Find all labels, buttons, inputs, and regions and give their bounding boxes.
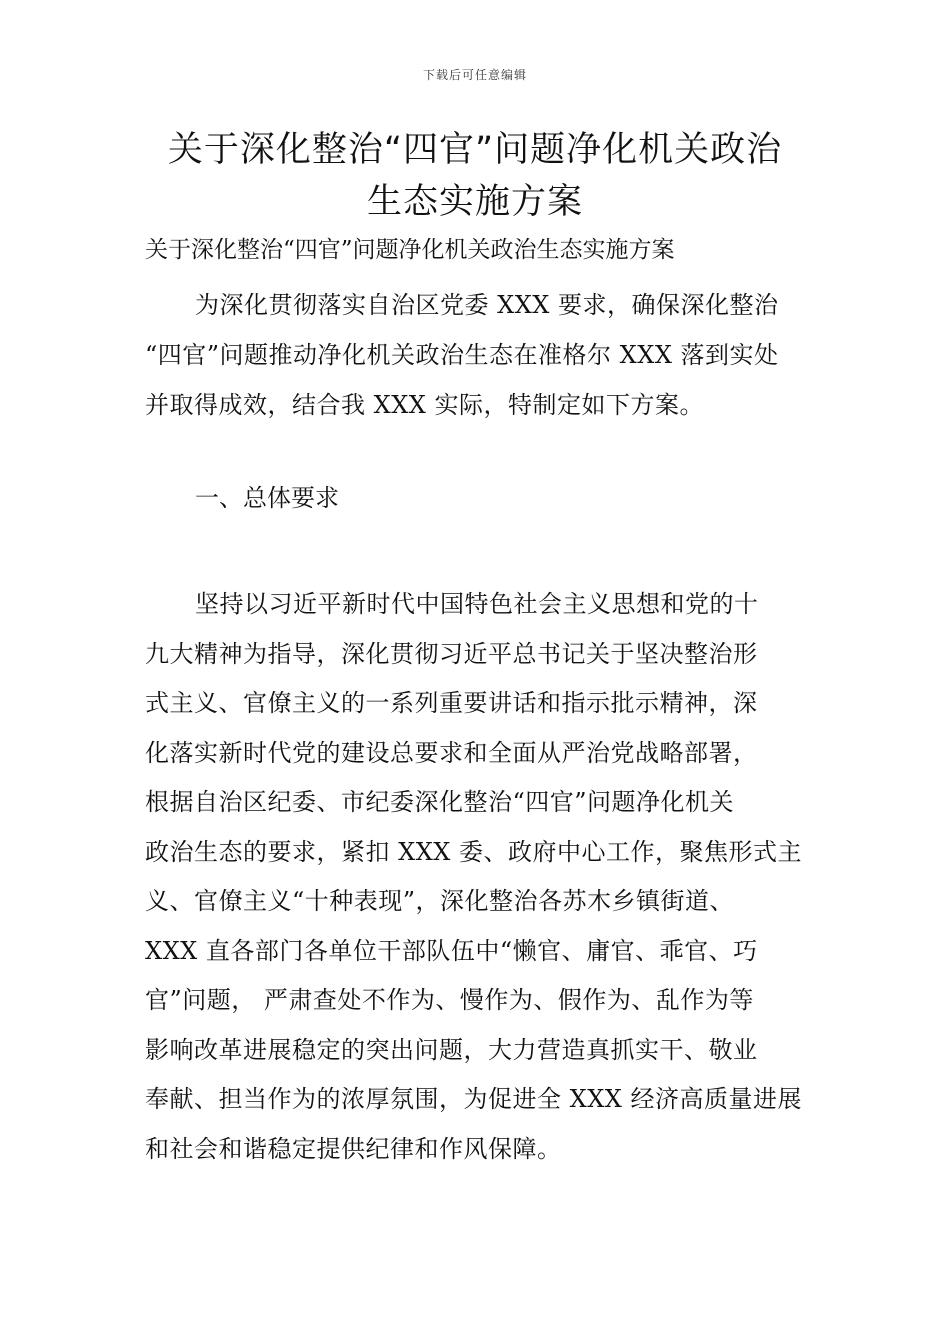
- header-note: 下载后可任意编辑: [422, 68, 527, 82]
- body-line: 政治生态的要求，紧扣 XXX 委、政府中心工作，聚焦形式主: [145, 837, 803, 866]
- body-line: 化落实新时代党的建设总要求和全面从严治党战略部署，: [145, 738, 758, 767]
- section-heading: 一、总体要求: [195, 484, 339, 512]
- body-line: 影响改革进展稳定的突出问题，大力营造真抓实干、敬业: [145, 1035, 758, 1064]
- body-line: 根据自治区纪委、市纪委深化整治“四官”问题净化机关: [145, 788, 735, 816]
- title-line-2: 生态实施方案: [366, 182, 583, 222]
- intro-line: 并取得成效，结合我 XXX 实际，特制定如下方案。: [145, 391, 705, 419]
- body-line: 和社会和谐稳定提供纪律和作风保障。: [145, 1134, 562, 1163]
- body-line: 九大精神为指导，深化贯彻习近平总书记关于坚决整治形: [145, 639, 758, 668]
- body-line: 式主义、官僚主义的一系列重要讲话和指示批示精神，深: [145, 689, 758, 717]
- document-title: [0, 124, 950, 228]
- body-line: 官”问题， 严肃查处不作为、慢作为、假作为、乱作为等: [145, 986, 754, 1014]
- body-line: 奉献、担当作为的浓厚氛围，为促进全 XXX 经济高质量进展: [145, 1085, 803, 1113]
- intro-line: 为深化贯彻落实自治区党委 XXX 要求，确保深化整治: [195, 291, 779, 319]
- body-line: XXX 直各部门各单位干部队伍中“懒官、庸官、乖官、巧: [145, 936, 758, 965]
- intro-line: “四官”问题推动净化机关政治生态在准格尔 XXX 落到实处: [145, 341, 779, 369]
- title-line-1: 关于深化整治“四官”问题净化机关政治: [167, 130, 783, 170]
- body-line: 坚持以习近平新时代中国特色社会主义思想和党的十: [195, 590, 759, 618]
- body-line: 义、官僚主义“十种表现”，深化整治各苏木乡镇街道、: [145, 887, 735, 915]
- intro-paragraph: [145, 280, 810, 430]
- section-body-paragraph: [145, 580, 810, 1174]
- document-subtitle: 关于深化整治“四官”问题净化机关政治生态实施方案: [145, 237, 675, 263]
